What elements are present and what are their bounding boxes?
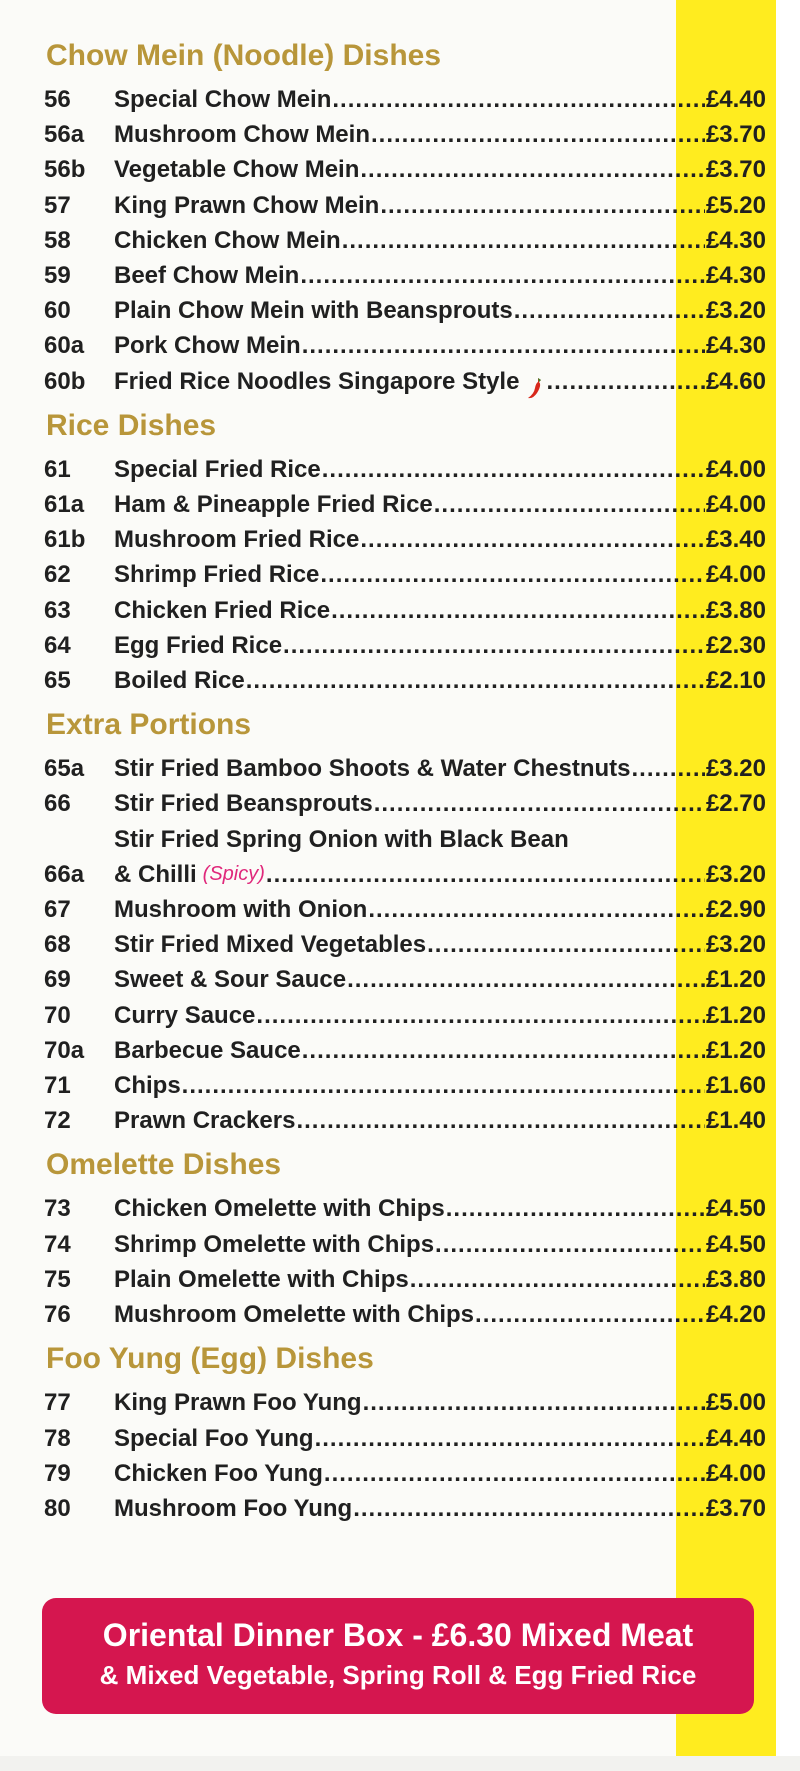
chilli-icon bbox=[525, 375, 545, 399]
menu-item bbox=[44, 258, 766, 293]
menu-item bbox=[44, 152, 766, 187]
item-number: 56b bbox=[44, 156, 86, 184]
item-price: £4.30 bbox=[705, 262, 766, 290]
item-name: Boiled Rice bbox=[114, 667, 245, 695]
menu-item bbox=[44, 1191, 766, 1226]
menu-item bbox=[44, 1227, 766, 1262]
dot-leader bbox=[360, 522, 705, 557]
item-name: Vegetable Chow Mein bbox=[114, 156, 360, 184]
menu-item bbox=[44, 1262, 766, 1297]
item-name: Shrimp Omelette with Chips bbox=[114, 1230, 435, 1258]
item-name: Beef Chow Mein bbox=[114, 262, 300, 290]
section-spacer bbox=[44, 1332, 766, 1341]
section-spacer bbox=[44, 698, 766, 707]
item-number: 61 bbox=[44, 455, 71, 483]
item-name: Plain Omelette with Chips bbox=[114, 1265, 409, 1293]
item-number: 71 bbox=[44, 1072, 71, 1100]
dot-leader bbox=[434, 487, 705, 522]
item-price: £4.40 bbox=[705, 1424, 766, 1452]
dot-leader bbox=[380, 188, 705, 223]
item-price: £2.30 bbox=[705, 631, 766, 659]
dot-leader bbox=[182, 1068, 705, 1103]
item-price: £3.70 bbox=[705, 1494, 766, 1522]
item-price: £3.70 bbox=[705, 121, 766, 149]
menu-item bbox=[44, 1103, 766, 1138]
dinner-box-promo bbox=[42, 1598, 754, 1714]
dot-leader bbox=[302, 1033, 705, 1068]
menu-content bbox=[44, 38, 766, 1526]
dot-leader bbox=[315, 1421, 705, 1456]
menu-item bbox=[44, 786, 766, 821]
menu-section bbox=[44, 1341, 766, 1526]
dot-leader bbox=[546, 364, 705, 399]
section-title: Chow Mein (Noodle) Dishes bbox=[46, 39, 442, 72]
item-number: 65 bbox=[44, 667, 71, 695]
item-number: 67 bbox=[44, 896, 71, 924]
item-name: Stir Fried Spring Onion with Black Bean bbox=[114, 825, 569, 853]
dot-leader bbox=[300, 258, 705, 293]
item-number: 63 bbox=[44, 596, 71, 624]
menu-item bbox=[44, 293, 766, 328]
menu-item bbox=[44, 822, 766, 892]
spicy-note: (Spicy) bbox=[202, 862, 265, 885]
section-spacer bbox=[44, 1138, 766, 1147]
item-name: Plain Chow Mein with Beansprouts bbox=[114, 297, 513, 325]
dot-leader bbox=[302, 328, 705, 363]
item-name: Stir Fried Bamboo Shoots & Water Chestnuts bbox=[114, 755, 631, 783]
item-price: £3.80 bbox=[705, 596, 766, 624]
item-price: £3.70 bbox=[705, 156, 766, 184]
item-price: £4.00 bbox=[705, 1459, 766, 1487]
item-name: Ham & Pineapple Fried Rice bbox=[114, 491, 433, 519]
item-number: 70a bbox=[44, 1036, 85, 1064]
item-number: 61b bbox=[44, 526, 86, 554]
item-number: 59 bbox=[44, 262, 71, 290]
menu-section bbox=[44, 38, 766, 399]
item-name: Sweet & Sour Sauce bbox=[114, 966, 347, 994]
item-price: £4.00 bbox=[705, 561, 766, 589]
item-name: King Prawn Foo Yung bbox=[114, 1389, 362, 1417]
menu-item bbox=[44, 663, 766, 698]
item-name: Mushroom Omelette with Chips bbox=[114, 1301, 475, 1329]
item-name-line2: & Chilli bbox=[114, 860, 197, 888]
item-price: £3.40 bbox=[705, 526, 766, 554]
item-price: £5.00 bbox=[705, 1389, 766, 1417]
dot-leader bbox=[342, 223, 705, 258]
page-bottom-edge bbox=[0, 1756, 800, 1771]
item-price: £4.50 bbox=[705, 1230, 766, 1258]
item-number: 66a bbox=[44, 860, 85, 888]
section-title: Extra Portions bbox=[46, 708, 252, 742]
item-number: 62 bbox=[44, 561, 71, 589]
menu-item bbox=[44, 364, 766, 399]
menu-item bbox=[44, 117, 766, 152]
item-name: Stir Fried Beansprouts bbox=[114, 790, 373, 818]
menu-section bbox=[44, 707, 766, 1138]
item-price: £4.30 bbox=[705, 332, 766, 360]
dot-leader bbox=[296, 1103, 704, 1138]
item-name: Mushroom Foo Yung bbox=[114, 1494, 353, 1522]
item-number: 60b bbox=[44, 367, 86, 395]
item-price: £4.30 bbox=[705, 226, 766, 254]
menu-item bbox=[44, 1033, 766, 1068]
item-name: Egg Fried Rice bbox=[114, 631, 283, 659]
item-number: 77 bbox=[44, 1389, 71, 1417]
menu-item bbox=[44, 522, 766, 557]
item-number: 66 bbox=[44, 790, 71, 818]
item-number: 65a bbox=[44, 755, 85, 783]
menu-item bbox=[44, 1421, 766, 1456]
item-name: Curry Sauce bbox=[114, 1001, 256, 1029]
dot-leader bbox=[266, 857, 705, 892]
menu-item bbox=[44, 751, 766, 786]
dot-leader bbox=[324, 1456, 705, 1491]
item-name: Mushroom Chow Mein bbox=[114, 121, 370, 149]
section-spacer bbox=[44, 399, 766, 408]
dot-leader bbox=[246, 663, 705, 698]
dot-leader bbox=[363, 1385, 705, 1420]
item-name-block bbox=[114, 822, 766, 892]
dot-leader bbox=[374, 786, 705, 821]
dot-leader bbox=[475, 1297, 705, 1332]
dot-leader bbox=[514, 293, 705, 328]
item-price: £3.80 bbox=[705, 1265, 766, 1293]
dot-leader bbox=[283, 628, 705, 663]
item-name: Shrimp Fried Rice bbox=[114, 561, 320, 589]
item-number: 69 bbox=[44, 966, 71, 994]
item-price: £3.20 bbox=[705, 931, 766, 959]
dot-leader bbox=[446, 1191, 705, 1226]
item-price: £1.20 bbox=[705, 1001, 766, 1029]
item-price: £1.60 bbox=[705, 1072, 766, 1100]
item-name: Chips bbox=[114, 1072, 181, 1100]
menu-item bbox=[44, 557, 766, 592]
item-price: £1.20 bbox=[705, 966, 766, 994]
item-number: 70 bbox=[44, 1001, 71, 1029]
item-number: 60 bbox=[44, 297, 71, 325]
item-price: £1.20 bbox=[705, 1036, 766, 1064]
item-number: 74 bbox=[44, 1230, 71, 1258]
section-title: Foo Yung (Egg) Dishes bbox=[46, 1342, 374, 1376]
item-price: £5.20 bbox=[705, 191, 766, 219]
section-title: Omelette Dishes bbox=[46, 1148, 282, 1182]
menu-item bbox=[44, 328, 766, 363]
item-name: Chicken Foo Yung bbox=[114, 1459, 323, 1487]
item-name-continuation bbox=[114, 857, 766, 892]
dot-leader bbox=[371, 117, 705, 152]
item-name: Special Chow Mein bbox=[114, 86, 332, 113]
dot-leader bbox=[631, 751, 704, 786]
item-name: Chicken Omelette with Chips bbox=[114, 1195, 445, 1223]
menu-item bbox=[44, 1491, 766, 1526]
menu-section bbox=[44, 408, 766, 698]
menu-item bbox=[44, 1385, 766, 1420]
dot-leader bbox=[435, 1227, 705, 1262]
section-title: Rice Dishes bbox=[46, 408, 217, 442]
item-price: £3.20 bbox=[705, 860, 766, 888]
item-price: £4.40 bbox=[705, 86, 766, 113]
menu-item bbox=[44, 1297, 766, 1332]
item-price: £2.90 bbox=[705, 896, 766, 924]
dot-leader bbox=[427, 927, 705, 962]
item-name: Chicken Chow Mein bbox=[114, 226, 341, 254]
dot-leader bbox=[353, 1491, 705, 1526]
dot-leader bbox=[331, 593, 705, 628]
item-number: 56a bbox=[44, 121, 85, 149]
item-number: 78 bbox=[44, 1424, 71, 1452]
item-name: King Prawn Chow Mein bbox=[114, 191, 380, 219]
item-number: 61a bbox=[44, 491, 85, 519]
menu-item bbox=[44, 1456, 766, 1491]
item-price: £4.20 bbox=[705, 1301, 766, 1329]
item-number: 79 bbox=[44, 1459, 71, 1487]
item-name: Stir Fried Mixed Vegetables bbox=[114, 931, 427, 959]
item-number: 68 bbox=[44, 931, 71, 959]
menu-item bbox=[44, 82, 766, 117]
item-price: £2.70 bbox=[705, 790, 766, 818]
item-price: £4.50 bbox=[705, 1195, 766, 1223]
item-number: 73 bbox=[44, 1195, 71, 1223]
menu-item bbox=[44, 962, 766, 997]
dot-leader bbox=[332, 82, 705, 117]
item-price: £4.60 bbox=[705, 367, 766, 395]
item-name: Mushroom with Onion bbox=[114, 896, 368, 924]
menu-item bbox=[44, 927, 766, 962]
page-margin bbox=[776, 0, 800, 1771]
item-number: 72 bbox=[44, 1107, 71, 1135]
menu-item bbox=[44, 628, 766, 663]
item-number: 58 bbox=[44, 226, 71, 254]
menu-item bbox=[44, 223, 766, 258]
dot-leader bbox=[320, 557, 705, 592]
item-price: £1.40 bbox=[705, 1107, 766, 1135]
item-name: Fried Rice Noodles Singapore Style bbox=[114, 367, 520, 395]
dot-leader bbox=[322, 452, 705, 487]
dot-leader bbox=[360, 152, 705, 187]
item-number: 80 bbox=[44, 1494, 71, 1522]
dot-leader bbox=[368, 892, 705, 927]
item-name: Barbecue Sauce bbox=[114, 1036, 301, 1064]
menu-item bbox=[44, 487, 766, 522]
item-price: £3.20 bbox=[705, 297, 766, 325]
promo-headline: Oriental Dinner Box - £6.30 Mixed Meat bbox=[102, 1617, 694, 1653]
item-number: 60a bbox=[44, 332, 85, 360]
item-number: 76 bbox=[44, 1301, 71, 1329]
item-price: £4.00 bbox=[705, 491, 766, 519]
dot-leader bbox=[256, 998, 705, 1033]
item-name: Prawn Crackers bbox=[114, 1107, 296, 1135]
menu-section bbox=[44, 1147, 766, 1332]
item-name: Special Fried Rice bbox=[114, 455, 321, 483]
item-price: £4.00 bbox=[705, 455, 766, 483]
item-number: 57 bbox=[44, 191, 71, 219]
item-number: 75 bbox=[44, 1265, 71, 1293]
item-price: £2.10 bbox=[705, 667, 766, 695]
dot-leader bbox=[347, 962, 705, 997]
item-name: Chicken Fried Rice bbox=[114, 596, 331, 624]
promo-details: & Mixed Vegetable, Spring Roll & Egg Fried Rice bbox=[99, 1660, 697, 1690]
menu-item bbox=[44, 998, 766, 1033]
menu-item bbox=[44, 593, 766, 628]
menu-item bbox=[44, 892, 766, 927]
menu-item bbox=[44, 188, 766, 223]
item-name: Pork Chow Mein bbox=[114, 332, 301, 360]
menu-item bbox=[44, 452, 766, 487]
menu-item bbox=[44, 1068, 766, 1103]
item-number: 64 bbox=[44, 631, 71, 659]
item-number: 56 bbox=[44, 86, 71, 113]
dot-leader bbox=[410, 1262, 705, 1297]
item-name: Mushroom Fried Rice bbox=[114, 526, 360, 554]
item-price: £3.20 bbox=[705, 755, 766, 783]
item-name: Special Foo Yung bbox=[114, 1424, 314, 1452]
